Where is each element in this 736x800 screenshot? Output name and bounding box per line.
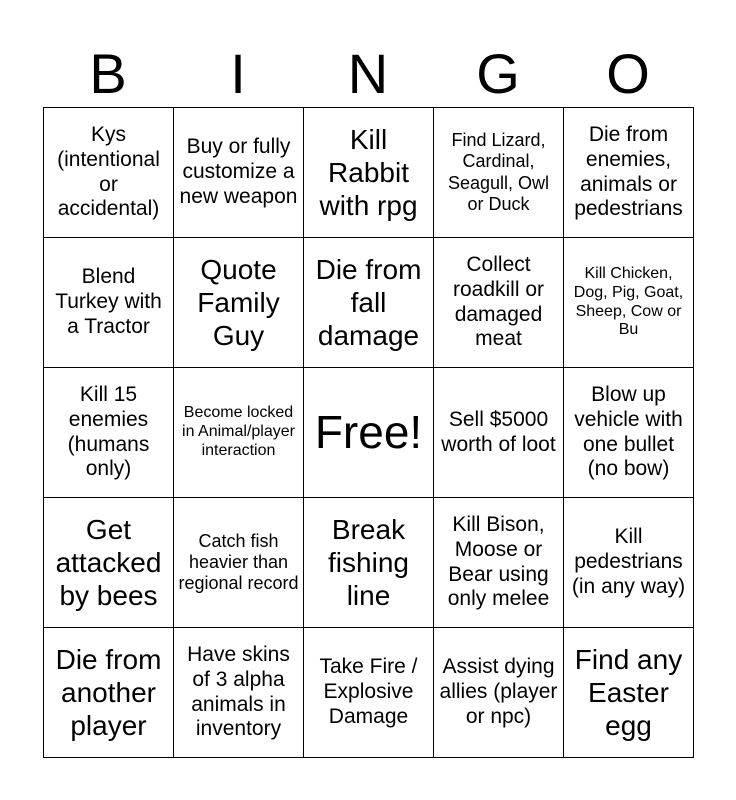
cell-text: Die from another player [55, 643, 162, 742]
bingo-cell[interactable] [174, 238, 304, 368]
bingo-cell[interactable] [564, 368, 694, 498]
board-row [44, 498, 694, 628]
cell-text: Kill Rabbit with rpg [319, 123, 418, 222]
cell-text: Catch fish heavier than regional record [178, 530, 299, 594]
bingo-cell[interactable] [174, 368, 304, 498]
cell-text: Die from fall damage [315, 253, 422, 352]
cell-text: Collect roadkill or damaged meat [452, 252, 545, 351]
header-letter-o: O [606, 42, 650, 105]
cell-text: Find any Easter egg [574, 643, 683, 742]
cell-text: Quote Family Guy [197, 253, 280, 352]
bingo-cell[interactable] [44, 498, 174, 628]
bingo-cell[interactable] [564, 628, 694, 758]
cell-text: Find Lizard, Cardinal, Seagull, Owl or Duck [447, 130, 550, 214]
cell-text: Die from enemies, animals or pedestrians [574, 122, 683, 221]
cell-text: Sell $5000 worth of loot [441, 407, 556, 456]
bingo-cell[interactable] [174, 108, 304, 238]
cell-text: Kys (intentional or accidental) [57, 122, 160, 221]
cell-text: Get attacked by bees [55, 513, 162, 612]
cell-text: Have skins of 3 alpha animals in inventory [187, 642, 290, 741]
board-row [44, 628, 694, 758]
header-letter-g: G [476, 42, 520, 105]
board-row [44, 238, 694, 368]
cell-text: Take Fire / Explosive Damage [319, 655, 418, 728]
cell-text: Kill Bison, Moose or Bear using only melee [447, 512, 550, 611]
bingo-cell[interactable] [174, 498, 304, 628]
cell-text: Break fishing line [328, 513, 409, 612]
bingo-cell[interactable] [44, 368, 174, 498]
bingo-cell[interactable] [304, 238, 434, 368]
bingo-cell[interactable] [434, 498, 564, 628]
board-row [44, 108, 694, 238]
cell-text: Kill Chicken, Dog, Pig, Goat, Sheep, Cow or Bu [573, 264, 684, 339]
bingo-cell[interactable] [304, 498, 434, 628]
bingo-cell[interactable] [434, 628, 564, 758]
cell-text: Assist dying allies (player or npc) [439, 655, 558, 728]
bingo-cell[interactable] [434, 108, 564, 238]
bingo-cell[interactable] [304, 108, 434, 238]
bingo-cell[interactable] [564, 238, 694, 368]
cell-text: Blend Turkey with a Tractor [55, 265, 162, 338]
bingo-board [43, 107, 694, 758]
cell-text: Become locked in Animal/player interaction [182, 404, 295, 459]
cell-text: Buy or fully customize a new weapon [179, 135, 298, 208]
bingo-cell[interactable] [564, 108, 694, 238]
bingo-cell[interactable] [304, 628, 434, 758]
bingo-header [43, 40, 693, 108]
bingo-cell[interactable] [44, 238, 174, 368]
free-space-cell[interactable] [304, 368, 434, 498]
header-letter-i: I [230, 42, 246, 105]
bingo-cell[interactable] [174, 628, 304, 758]
cell-text: Blow up vehicle with one bullet (no bow) [574, 382, 683, 481]
header-letter-b: B [89, 42, 127, 105]
bingo-cell[interactable] [44, 108, 174, 238]
bingo-cell[interactable] [564, 498, 694, 628]
bingo-cell[interactable] [434, 238, 564, 368]
cell-text: Kill 15 enemies (humans only) [67, 382, 150, 481]
free-space-text: Free! [314, 406, 423, 459]
bingo-cell[interactable] [44, 628, 174, 758]
cell-text: Kill pedestrians (in any way) [571, 525, 686, 598]
bingo-cell[interactable] [434, 368, 564, 498]
board-row [44, 368, 694, 498]
header-letter-n: N [347, 42, 389, 105]
